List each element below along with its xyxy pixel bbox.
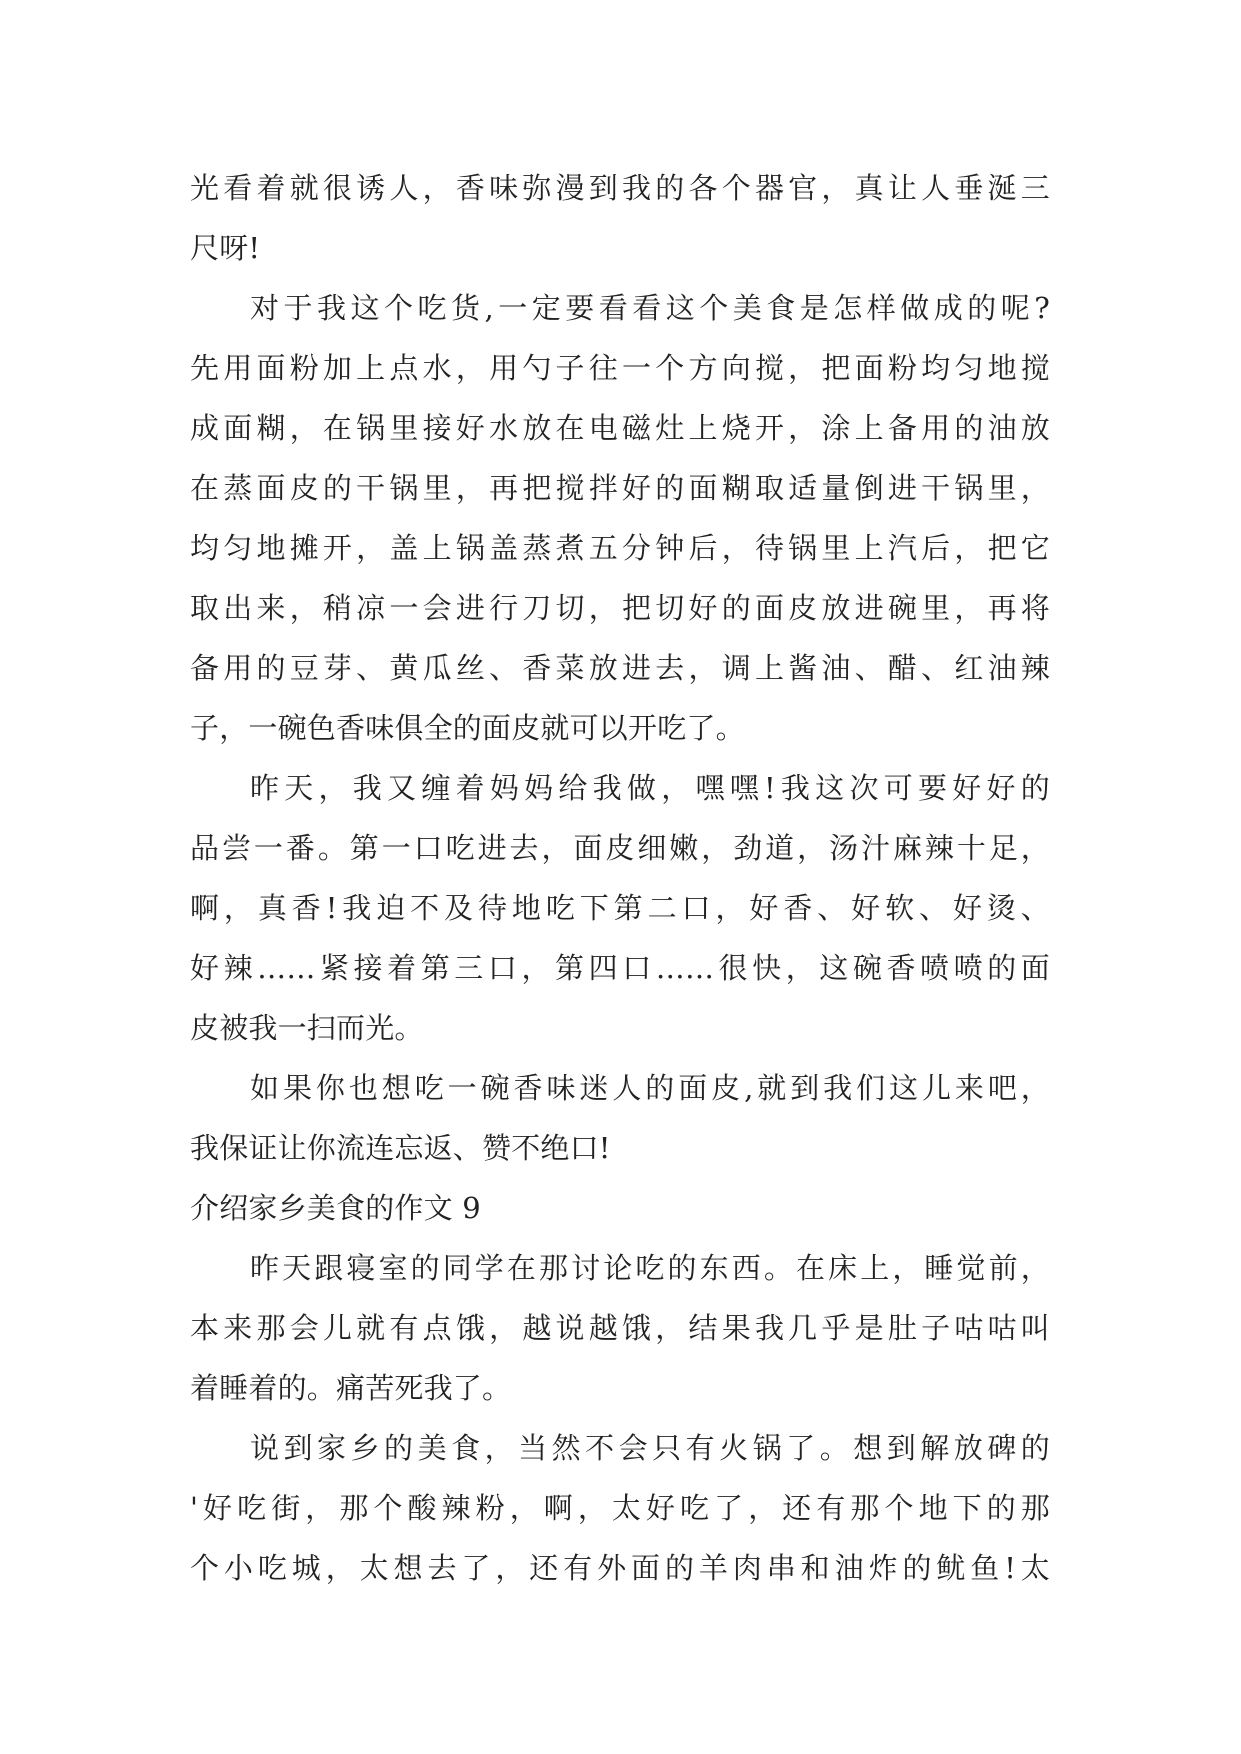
text-line: 本来那会儿就有点饿，越说越饿，结果我几乎是肚子咕咕叫 bbox=[190, 1311, 1050, 1345]
text-line: 说到家乡的美食，当然不会只有火锅了。想到解放碑的 bbox=[250, 1431, 1050, 1465]
text-line: 好辣……紧接着第三口，第四口……很快，这碗香喷喷的面 bbox=[190, 951, 1050, 985]
text-line: 昨天，我又缠着妈妈给我做，嘿嘿!我这次可要好好的 bbox=[250, 771, 1050, 805]
text-line: 尺呀! bbox=[190, 231, 261, 265]
text-line: 啊，真香!我迫不及待地吃下第二口，好香、好软、好烫、 bbox=[190, 891, 1050, 925]
text-line: 如果你也想吃一碗香味迷人的面皮,就到我们这儿来吧， bbox=[250, 1071, 1050, 1105]
section-heading: 介绍家乡美食的作文 9 bbox=[190, 1191, 481, 1225]
text-line: 取出来，稍凉一会进行刀切，把切好的面皮放进碗里，再将 bbox=[190, 591, 1050, 625]
text-line: 光看着就很诱人，香味弥漫到我的各个器官，真让人垂涎三 bbox=[190, 171, 1050, 205]
paragraph-2 bbox=[190, 278, 1050, 758]
document-page bbox=[190, 158, 1050, 1598]
text-line: 品尝一番。第一口吃进去，面皮细嫩，劲道，汤汁麻辣十足， bbox=[190, 831, 1050, 865]
text-line: 对于我这个吃货,一定要看看这个美食是怎样做成的呢? bbox=[250, 291, 1050, 325]
paragraph-1 bbox=[190, 158, 1050, 278]
text-line: 均匀地摊开，盖上锅盖蒸煮五分钟后，待锅里上汽后，把它 bbox=[190, 531, 1050, 565]
text-line: 先用面粉加上点水，用勺子往一个方向搅，把面粉均匀地搅 bbox=[190, 351, 1050, 385]
paragraph-4 bbox=[190, 1058, 1050, 1178]
text-line: 皮被我一扫而光。 bbox=[190, 1011, 424, 1045]
paragraph-5 bbox=[190, 1238, 1050, 1418]
text-line: 成面糊，在锅里接好水放在电磁灶上烧开，涂上备用的油放 bbox=[190, 411, 1050, 445]
text-line: 个小吃城，太想去了，还有外面的羊肉串和油炸的鱿鱼!太 bbox=[190, 1551, 1050, 1585]
text-line: 着睡着的。痛苦死我了。 bbox=[190, 1371, 512, 1405]
text-line: 子，一碗色香味俱全的面皮就可以开吃了。 bbox=[190, 711, 745, 745]
text-line: 我保证让你流连忘返、赞不绝口! bbox=[190, 1131, 611, 1165]
text-line: 昨天跟寝室的同学在那讨论吃的东西。在床上，睡觉前， bbox=[250, 1251, 1050, 1285]
paragraph-6 bbox=[190, 1418, 1050, 1598]
paragraph-3 bbox=[190, 758, 1050, 1058]
text-line: 备用的豆芽、黄瓜丝、香菜放进去，调上酱油、醋、红油辣 bbox=[190, 651, 1050, 685]
text-line: 在蒸面皮的干锅里，再把搅拌好的面糊取适量倒进干锅里， bbox=[190, 471, 1050, 505]
text-line: '好吃街，那个酸辣粉，啊，太好吃了，还有那个地下的那 bbox=[190, 1491, 1050, 1525]
